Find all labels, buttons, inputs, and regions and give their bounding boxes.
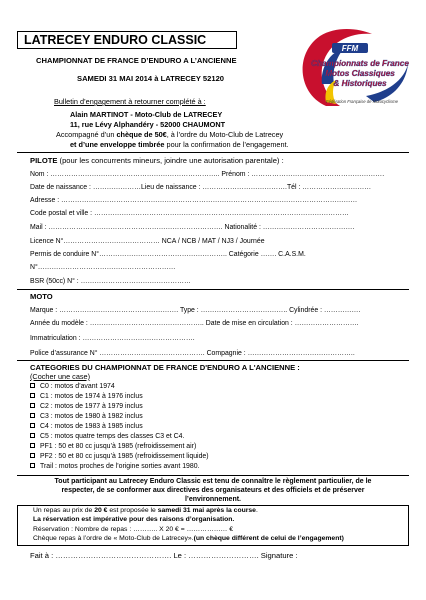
divider [17,289,409,290]
notice-line-3: l’environnement. [184,496,241,503]
checkbox[interactable] [30,393,35,398]
checkbox[interactable] [30,433,35,438]
pilote-licence-field[interactable]: Licence N°…………………………………… NCA / NCB / MAT / NJ3 / Journée [30,238,265,245]
category-label: C3 : motos de 1980 à 1982 inclus [40,413,143,420]
cheque-pre: Accompagné d’un [56,130,117,139]
category-item-c5[interactable] [30,433,184,441]
category-item-pf1[interactable] [30,443,196,451]
meal-post: . [255,507,258,514]
pilote-bsr-field[interactable]: BSR (50cc) N° : ………………………………………… [30,278,191,285]
pilote-heading [30,157,284,166]
divider [17,152,409,153]
meal-line-4 [33,535,344,543]
meal-reservation-field[interactable]: Réservation : Nombre de repas : ……….. X 20 € = ……………… € [33,526,234,533]
pilote-title: PILOTE [30,156,58,165]
moto-heading: MOTO [30,292,53,301]
category-label: C2 : motos de 1977 à 1979 inclus [40,403,143,410]
moto-brand-field[interactable]: Marque : ……………………………………………. Type : ……………………………….. Cylindrée : ……………. [30,307,361,314]
meal-line-1 [33,507,258,515]
pilote-name-field[interactable]: Nom : ……………………………………………………………….. Prénom : …………………………………………………. [30,171,385,178]
moto-insurance-field[interactable]: Police d’assurance N° ………………………………………. Compagnie : ……………………………………….. [30,350,355,357]
pilote-postcode-field[interactable]: Code postal et ville : ………………………………………………………………………………………………… [30,210,349,217]
meal-date: samedi 31 mai après la course [157,507,256,514]
meal-mid: est proposée le [107,507,158,514]
categories-heading: CATEGORIES DU CHAMPIONNAT DE FRANCE D'ENDURO A L'ANCIENNE : [30,363,300,372]
meal-cheque-note: (un chèque différent de celui de l’engagement) [193,535,344,542]
cheque-amount: chèque de 50€ [116,130,167,139]
pilote-address-field[interactable]: Adresse : ………………………………………………………………………………………………………………… [30,197,358,204]
checkbox[interactable] [30,463,35,468]
category-label: PF2 : 50 et 80 cc jusqu’à 1985 (refroidissement liquide) [40,453,209,460]
cheque-line [56,131,283,140]
contact-name: Alain MARTINOT - Moto-Club de LATRECEY [70,110,223,119]
meal-cheque-pre: Chèque repas à l’ordre de « Moto-Club de Latrecey». [33,535,194,542]
meal-price: 20 € [94,507,108,514]
divider [17,360,409,361]
category-item-c3[interactable] [30,413,143,421]
category-label: Trail : motos proches de l’origine sorties avant 1980. [40,463,200,470]
pilote-birth-field[interactable]: Date de naissance : …………………Lieu de naissance : ……………………………….Tél : ………………………… [30,184,372,191]
category-label: PF1 : 50 et 80 cc jusqu’à 1985 (refroidissement air) [40,443,197,450]
category-item-c2[interactable] [30,403,143,411]
category-item-pf2[interactable] [30,453,209,461]
notice-line-1: Tout participant au Latrecey Enduro Classic est tenu de connaître le règlement particulier, de le [54,478,372,485]
pilote-number-field[interactable]: N°…………………………………………………… [30,264,176,271]
event-title: LATRECEY ENDURO CLASSIC [17,31,237,49]
moto-registration-field[interactable]: Immatriculation : …………………………………………. [30,335,195,342]
meal-pre: Un repas au prix de [33,507,95,514]
contact-address: 11, rue Lévy Alphandéry - 52000 CHAUMONT [70,120,226,129]
category-label: C1 : motos de 1974 à 1976 inclus [40,393,143,400]
event-date: SAMEDI 31 MAI 2014 à LATRECEY 52120 [77,74,225,83]
signature-line[interactable]: Fait à : ………………………………………. Le : ………………………. Signature : [30,551,298,560]
divider [17,475,409,476]
category-label: C5 : motos quatre temps des classes C3 et C4. [40,433,185,440]
pilote-note: (pour les concurrents mineurs, joindre une autorisation parentale) : [57,156,284,165]
checkbox[interactable] [30,453,35,458]
meal-line-2: La réservation est impérative pour des raisons d’organisation. [33,516,235,523]
checkbox[interactable] [30,443,35,448]
ffm-text: FFM [341,44,359,53]
category-item-c0[interactable] [30,383,115,391]
ffm-championship-logo [296,24,414,119]
checkbox[interactable] [30,423,35,428]
pilote-permit-field[interactable]: Permis de conduire N°……………………………………………….. Catégorie ……. C.A.S.M. [30,251,306,258]
category-item-trail[interactable] [30,463,199,471]
ffm-logo-graphic [296,24,414,119]
envelope-post: pour la confirmation de l’engagement. [164,140,289,149]
cheque-post: , à l’ordre du Moto-Club de Latrecey [166,130,284,139]
pilote-mail-field[interactable]: Mail : …………………………………………………………………. Nationalité : …………………………………. [30,224,355,231]
logo-line3: & Historiques [333,79,387,88]
logo-line2: Motos Classiques [325,69,395,78]
category-item-c4[interactable] [30,423,143,431]
envelope-bold: et d’une enveloppe timbrée [70,140,165,149]
envelope-line [70,141,289,150]
category-item-c1[interactable] [30,393,143,401]
notice-line-2: respecter, de se conformer aux directives des organisateurs et des officiels et de préserver [61,487,365,494]
checkbox[interactable] [30,403,35,408]
categories-subheading: (Cocher une case) [30,372,91,381]
category-label: C0 : motos d’avant 1974 [40,383,115,390]
logo-federation: Fédération Française de Motocyclisme [326,99,398,104]
checkbox[interactable] [30,383,35,388]
logo-line1: Championnats de France [311,59,409,68]
moto-year-field[interactable]: Année du modèle : ………………………………………….. Date de mise en circulation : ………………………. [30,320,359,327]
category-label: C4 : motos de 1983 à 1985 inclus [40,423,143,430]
championship-title: CHAMPIONNAT DE FRANCE D’ENDURO A L’ANCIENNE [36,56,237,65]
checkbox[interactable] [30,413,35,418]
return-instruction: Bulletin d’engagement à retourner complété à : [54,97,206,106]
